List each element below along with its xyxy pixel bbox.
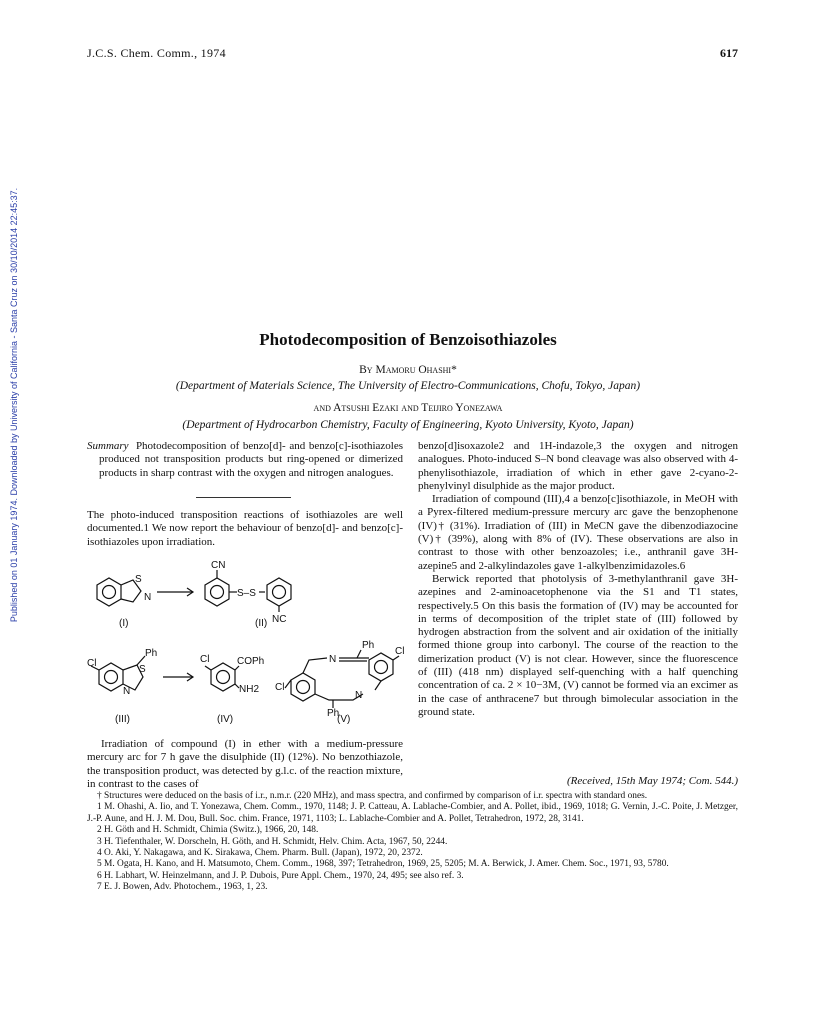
intro-paragraph: The photo-induced transposition reactions of isothiazoles are well documented.1 We now report the behaviour of benzo[d]- and benzo[c]-isothiazoles upon irradiation. [87,509,403,548]
irradiation-paragraph: Irradiation of compound (I) in ether with a medium-pressure mercury arc for 7 h gave the disulphide (II) (12%). No benzothiazole, the transposition product, was detected by g.l.c. of the reaction mixture, in contrast to the cases of [87,738,403,790]
footnotes [87,791,738,894]
author-line-2: and Atsushi Ezaki and Teijiro Yonezawa [313,402,503,414]
reaction-scheme [87,550,409,730]
atom-N-I: N [144,592,152,603]
benzene-ring-IIb [267,578,291,606]
atom-S-I: S [135,574,142,585]
reference-7: 7 E. J. Bowen, Adv. Photochem., 1963, 1, 23. [97,882,268,893]
atom-N-III: N [123,686,131,697]
atom-Cl-III: Cl [87,658,97,669]
atom-Ph-Va: Ph [362,640,375,651]
reference-1: 1 M. Ohashi, A. Iio, and T. Yonezawa, Chem. Comm., 1970, 1148; J. P. Catteau, A. Lablache-Combier, and A. Pollet, ibid., 1969, 1018; G. Vernin, J.-C. Poite, J. Metzger, J.-P. Aune, and H. J. M. Dou, Bull. Soc. chim. France, 1971, 1103; L. Lablache-Combier and A. Pollet, Tetrahedron, 1972, 28, 3141. [87,802,738,824]
affiliation-2: (Department of Hydrocarbon Chemistry, Faculty of Engineering, Kyoto University, Kyoto, Japan) [182,419,634,431]
atom-NC: NC [272,614,287,625]
download-watermark[interactable]: Published on 01 January 1974. Downloaded by University of California - Santa Cruz on 30/10/2014 22:45:37. [9,187,19,623]
page-number: 617 [720,46,738,60]
atom-N-Va: N [329,654,337,665]
atom-SS: S–S [237,588,256,599]
left-column-intro [87,509,403,549]
label-V: (V) [337,714,351,725]
benzene-ring-IV [211,663,235,691]
label-III: (III) [115,714,130,725]
received-date: (Received, 15th May 1974; Com. 544.) [566,775,738,787]
summary-label: Summary [87,440,129,452]
atom-Ph-III: Ph [145,648,158,659]
atom-S-III: S [139,664,146,675]
right-paragraph-3: Berwick reported that photolysis of 3-methylanthranil gave 3H-azepines and 2-aminoacetophenone via the S1 and T1 states, respectively.5 On this basis the formation of (IV) may be accounted for in terms of decomposition of the triplet state of (III) followed by hydrogen abstraction from the solvent and air oxidation of the initially formed thione group into carbonyl. The course of the reaction to the dimerization product (V) is not clear. However, since the fluorescence of (III) (418 nm) displayed self-quenching with a half quenching concentration of ca. 2 × 10−3M, (V) cannot be formed via an excimer as in the case of anthracene7 but through bimolecular association in the ground state. [418,572,738,718]
right-column [418,440,738,719]
atom-COPh: COPh [237,656,265,667]
benzene-ring-Va [291,673,315,701]
article-title: Photodecomposition of Benzoisothiazoles [259,330,557,349]
benzene-ring-III [99,663,123,691]
running-header: J.C.S. Chem. Comm., 1974 [87,46,226,60]
reference-5: 5 M. Ogata, H. Kano, and H. Matsumoto, Chem. Comm., 1968, 397; Tetrahedron, 1969, 25, 5205; M. A. Berwick, J. Amer. Chem. Soc., 1971, 93, 5780. [97,859,669,870]
footnote-dagger: † Structures were deduced on the basis of i.r., n.m.r. (220 MHz), and mass spectra, and confirmed by comparison of i.r. spectra with standard ones. [97,791,648,801]
right-paragraph-2: Irradiation of compound (III),4 a benzo[c]isothiazole, in MeOH with a Pyrex-filtered medium-pressure mercury arc gave the benzophenone (IV)† (31%). Irradiation of (III) in MeCN gave the dibenzodiazocine (V)† (39%), along with 8% of (IV). These observations are also in contrast to those with other benzoazoles; i.e., anthranil gave 3H-azepine5 and 2-alkylindazoles gave 1-alkylbenzimidazoles.6 [418,493,738,572]
author-line-1: By Mamoru Ohashi* [359,364,457,376]
reference-3: 3 H. Tiefenthaler, W. Dorscheln, H. Göth, and H. Schmidt, Helv. Chim. Acta, 1967, 50, 2244. [97,836,448,847]
benzene-ring-IIa [205,578,229,606]
summary-block [87,440,403,480]
section-divider [196,497,291,498]
atom-Cl-Va: Cl [275,682,285,693]
atom-Ph-Vb: Ph [327,708,340,719]
label-I: (I) [119,618,129,629]
benzene-ring-Vb [369,653,393,681]
atom-Cl-Vb: Cl [395,646,405,657]
reference-2: 2 H. Göth and H. Schmidt, Chimia (Switz.), 1966, 20, 148. [97,825,319,836]
left-column-body [87,738,403,791]
benzene-ring-I [97,578,121,606]
reference-4: 4 O. Aki, Y. Nakagawa, and K. Sirakawa, Chem. Pharm. Bull. (Japan), 1972, 20, 2372. [97,848,423,859]
atom-NH2: NH2 [239,684,260,695]
affiliation-1: (Department of Materials Science, The University of Electro-Communications, Chofu, Tokyo, Japan) [175,380,641,392]
right-paragraph-1: benzo[d]isoxazole2 and 1H-indazole,3 the oxygen and nitrogen analogues. Photo-induced S–N bond cleavage was also observed with 4-phenylisothiazole, irradiation of which in ether gave 2-cyano-2-phenylvinyl disulphide as the major product. [418,440,738,492]
summary-text: Photodecomposition of benzo[d]- and benzo[c]-isothiazoles produced not transposition products but ring-opened or dimerized products in sharp contrast with the oxygen and nitrogen analogues. [99,440,403,479]
label-IV: (IV) [217,714,234,725]
atom-Cl-IV: Cl [200,654,210,665]
label-II: (II) [255,618,268,629]
reference-6: 6 H. Labhart, W. Heinzelmann, and J. P. Dubois, Pure Appl. Chem., 1970, 24, 495; see also ref. 3. [97,870,464,881]
atom-CN: CN [211,560,226,571]
atom-N-Vb: N [355,690,363,701]
